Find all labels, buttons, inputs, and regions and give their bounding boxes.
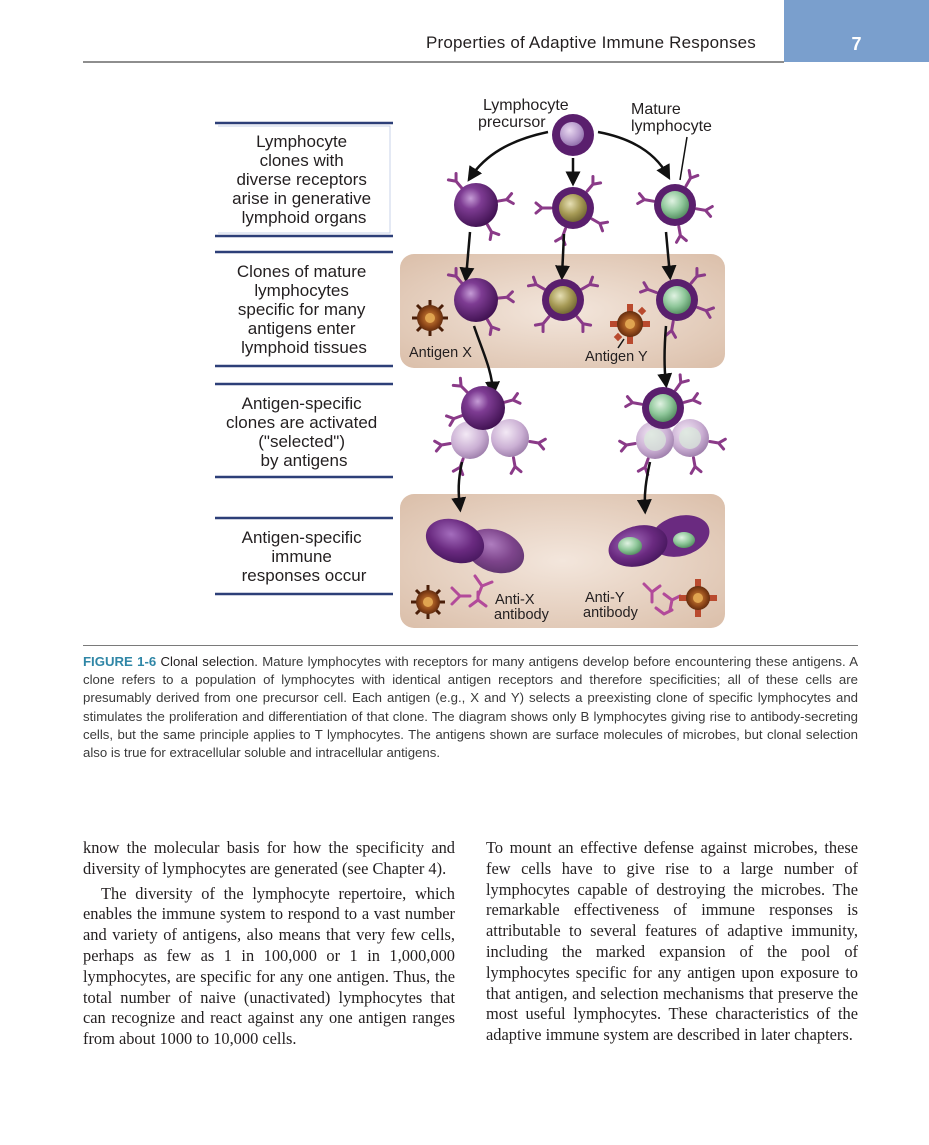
figure-caption xyxy=(83,653,858,762)
figure-number: FIGURE 1-6 xyxy=(83,654,157,669)
caption-rule xyxy=(83,645,858,646)
mature-label: Mature lymphocyte xyxy=(631,101,712,135)
precursor-cell xyxy=(552,114,594,156)
body-paragraph: To mount an effective defense against microbes, these few cells have to give rise to a large number of lymphocytes capable of destroying the microbes. The remarkable effectiveness of immune responses is attributable to several features of adaptive immunity, including the marked expansion of the pool of lymphocytes specific for any antigen upon exposure to that antigen, and selection mechanisms that preserve the most useful lymphocytes. These characteristics of the adaptive immune system are described in later chapters. xyxy=(486,838,858,1045)
page-number: 7 xyxy=(851,34,862,54)
stage-2-label: Clones of mature lymphocytes specific for many antigens enter lymphoid tissues xyxy=(236,262,367,357)
stage-1-label: Lymphocyte clones with diverse receptors arise in generative lymphoid organs xyxy=(232,132,372,227)
stage-4-label: Antigen-specific immune responses occur xyxy=(241,528,367,585)
antigen-x-microbe xyxy=(412,300,448,336)
arrow-y-row2-row3 xyxy=(665,326,667,384)
body-paragraph: know the molecular basis for how the specificity and diversity of lymphocytes are generated (see Chapter 4). xyxy=(83,838,455,878)
anti-x-antibody-label: Anti-X antibody xyxy=(494,592,549,623)
clone-olive-cell-row1 xyxy=(536,176,608,244)
antigen-x-label: Antigen X xyxy=(409,345,472,361)
clone-y-cell-row1 xyxy=(638,170,713,242)
arrow-precursor-left xyxy=(470,132,548,178)
clone-x-cell-row1 xyxy=(448,173,513,239)
running-title: Properties of Adaptive Immune Responses xyxy=(425,33,756,52)
caption-text: Mature lymphocytes with receptors for many antigens develop before encountering these antigens. A clone refers to a population of lymphocytes with identical antigen receptors and therefore specificities; all of these cells are presumably derived from one precursor cell. Each antigen (e.g., X and Y) selects a preexisting clone of specific lymphocytes and stimulates the proliferation and differentiation of that clone. The diagram shows only B lymphocytes giving rise to antibody-secreting cells, but the same principle applies to T lymphocytes. The antigens shown are surface molecules of microbes, but clonal selection also is true for extracellular soluble and intracellular antigens. xyxy=(83,654,859,761)
activated-y-clone xyxy=(620,375,726,475)
anti-x-antigen xyxy=(411,585,445,619)
figure-title: Clonal selection. xyxy=(160,654,258,669)
mature-label-leader xyxy=(680,137,687,180)
arrow-precursor-right xyxy=(598,132,668,176)
anti-y-antibody-label: Anti-Y antibody xyxy=(583,590,638,621)
body-column-right xyxy=(486,838,858,1046)
stage-3-label: Antigen-specific clones are activated ("selected") by antigens xyxy=(226,394,378,470)
precursor-label: Lymphocyte precursor xyxy=(478,97,569,131)
body-paragraph: The diversity of the lymphocyte repertoire, which enables the immune system to respond to a vast number and variety of antigens, also means that very few cells, perhaps as few as 1 in 100,000 or 1 in 1,000,000 lymphocytes, are specific for any one antigen. Thus, the total number of naive (unactivated) lymphocytes that can recognize and react against any one antigen ranges from about 1000 to 10,000 cells. xyxy=(83,883,455,1049)
activated-x-clone xyxy=(435,378,546,474)
body-column-left xyxy=(83,838,455,1050)
antigen-y-label: Antigen Y xyxy=(585,349,648,365)
